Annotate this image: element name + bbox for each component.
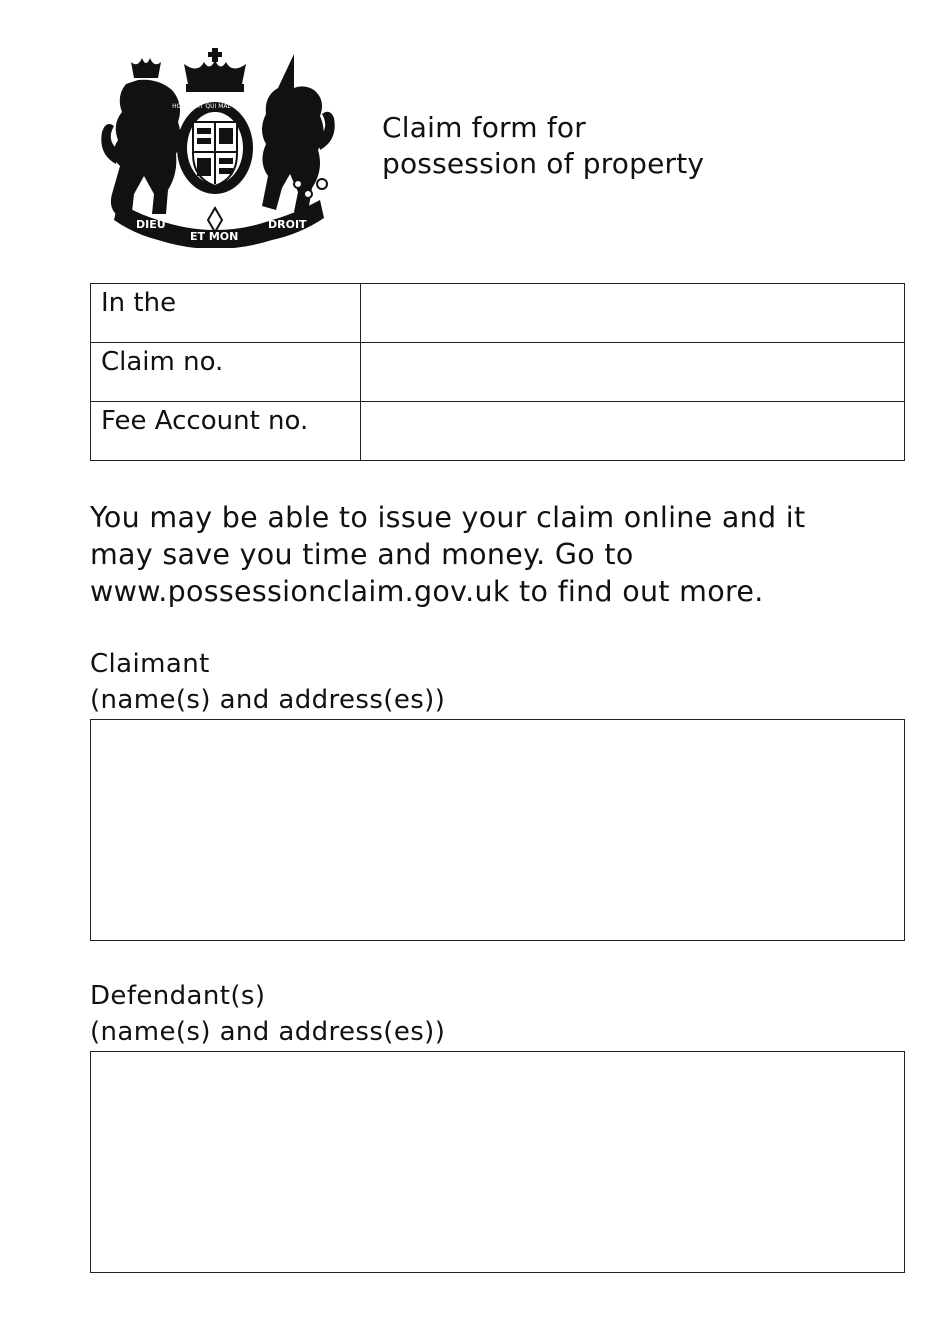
in-the-label: In the (91, 284, 361, 343)
claim-no-field[interactable] (361, 343, 904, 401)
defendant-subheading: (name(s) and address(es)) (90, 1017, 446, 1047)
claimant-label (90, 646, 445, 718)
garter-shield-icon (177, 102, 253, 194)
unicorn-icon (262, 54, 335, 212)
court-details-table (90, 283, 905, 461)
fee-account-no-cell (361, 402, 905, 461)
crown-icon (184, 48, 246, 92)
form-title (382, 110, 704, 182)
court-details-row-court (91, 284, 905, 343)
defendant-label (90, 978, 445, 1050)
lion-crown-icon (131, 58, 161, 78)
fee-account-no-field[interactable] (361, 402, 904, 460)
form-title-line2: possession of property (382, 147, 705, 180)
svg-text:ET MON: ET MON (190, 230, 239, 243)
in-the-cell (361, 284, 905, 343)
claim-no-label: Claim no. (91, 343, 361, 402)
claim-no-cell (361, 343, 905, 402)
lion-icon (101, 80, 180, 216)
court-details-row-fee (91, 402, 905, 461)
claimant-address-field[interactable] (90, 719, 905, 941)
in-the-field[interactable] (361, 284, 904, 342)
claimant-subheading: (name(s) and address(es)) (90, 685, 446, 715)
notice-line3: www.possessionclaim.gov.uk to find out more. (90, 575, 764, 608)
royal-coat-of-arms-logo (98, 44, 342, 248)
claimant-heading: Claimant (90, 649, 210, 679)
fee-account-no-label: Fee Account no. (91, 402, 361, 461)
svg-text:DROIT: DROIT (268, 218, 307, 231)
court-details-row-claim (91, 343, 905, 402)
online-claim-notice (90, 499, 910, 610)
motto-scroll-icon (114, 200, 324, 248)
form-title-line1: Claim form for (382, 111, 586, 144)
defendant-address-field[interactable] (90, 1051, 905, 1273)
notice-line2: may save you time and money. Go to (90, 538, 634, 571)
svg-text:DIEU: DIEU (136, 218, 166, 231)
notice-line1: You may be able to issue your claim online and it (90, 501, 806, 534)
crest-garter-text: HONI SOIT QUI MAL Y PENSE (172, 103, 258, 110)
defendant-heading: Defendant(s) (90, 981, 266, 1011)
